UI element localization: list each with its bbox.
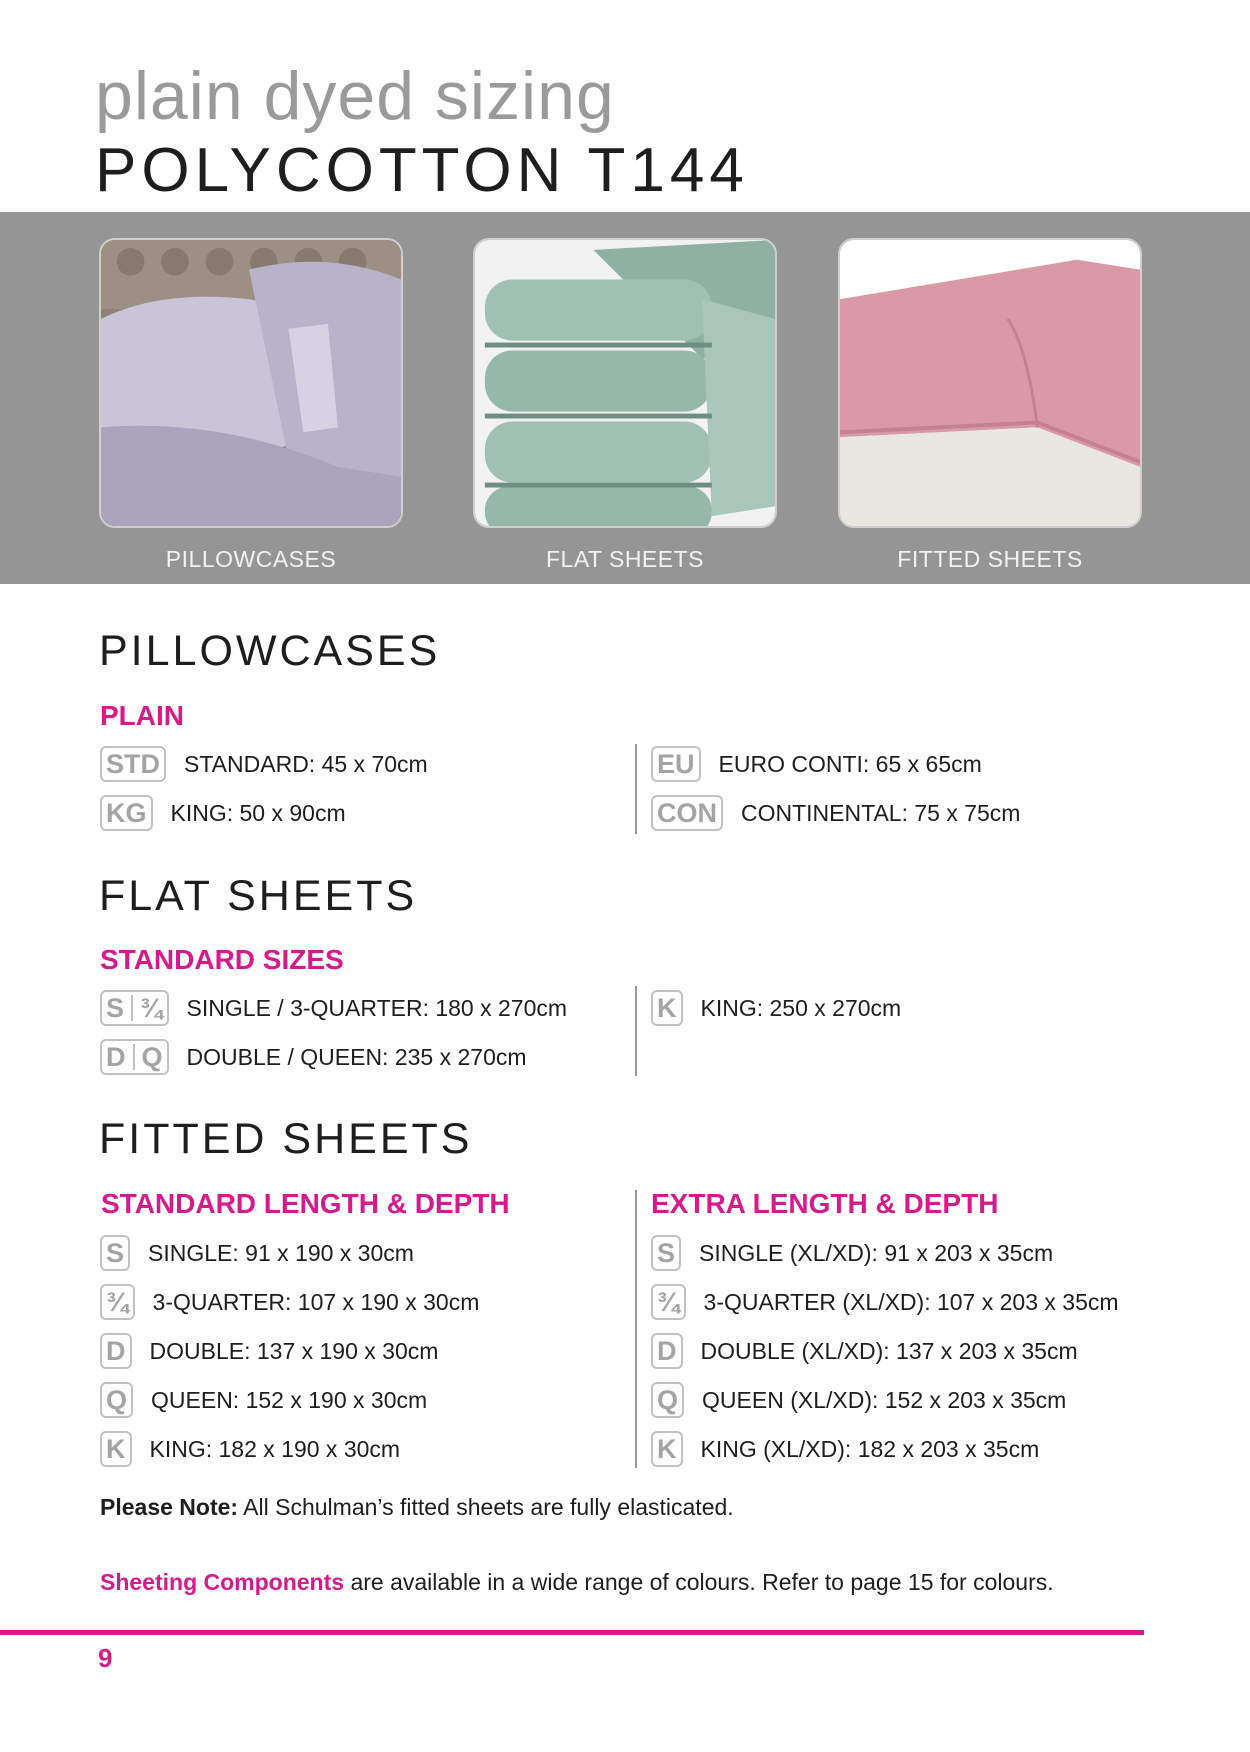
badge-text: S — [106, 1237, 125, 1268]
badge-text: S — [106, 992, 125, 1023]
size-badge — [100, 1284, 135, 1320]
size-label: DOUBLE: 137 x 190 x 30cm — [149, 1337, 439, 1364]
badge-separator — [131, 995, 133, 1021]
size-badge — [651, 795, 723, 831]
size-row — [100, 1331, 438, 1371]
size-label: STANDARD: 45 x 70cm — [184, 750, 428, 777]
size-row — [100, 1380, 427, 1420]
size-badge — [651, 1284, 686, 1320]
size-row — [100, 1233, 414, 1273]
size-label: 3-QUARTER: 107 x 190 x 30cm — [152, 1288, 480, 1315]
size-badge — [100, 795, 153, 831]
flat-sheets-subtitle: STANDARD SIZES — [100, 944, 344, 975]
badge-text: STD — [106, 748, 160, 779]
size-label: QUEEN (XL/XD): 152 x 203 x 35cm — [702, 1386, 1067, 1413]
size-label: KING: 250 x 270cm — [700, 994, 902, 1021]
standard-length-subtitle: STANDARD LENGTH & DEPTH — [101, 1188, 510, 1219]
size-row — [100, 1282, 479, 1322]
size-label: SINGLE / 3-QUARTER: 180 x 270cm — [186, 994, 568, 1021]
size-row — [100, 1037, 527, 1077]
size-row — [100, 1429, 400, 1469]
badge-separator — [133, 1044, 135, 1070]
size-badge — [100, 746, 166, 782]
size-row — [100, 744, 428, 784]
badge-text: KG — [106, 797, 147, 828]
size-row — [651, 793, 1020, 833]
pillowcases-caption: PILLOWCASES — [165, 546, 337, 572]
badge-text: K — [657, 1433, 677, 1464]
size-label: SINGLE (XL/XD): 91 x 203 x 35cm — [699, 1239, 1054, 1266]
flat-sheets-title: FLAT SHEETS — [99, 872, 418, 920]
fitted-sheets-title: FITTED SHEETS — [99, 1115, 473, 1163]
size-badge — [651, 1431, 683, 1467]
fitted-sheets-photo — [838, 238, 1142, 528]
fitted-note: Please Note: All Schulman’s fitted sheets are fully elasticated. — [100, 1494, 734, 1520]
product-photo-band — [0, 212, 1250, 584]
size-badge — [100, 1431, 132, 1467]
page-title: POLYCOTTON T144 — [95, 136, 749, 205]
size-badge — [651, 746, 701, 782]
page-number: 9 — [98, 1643, 113, 1673]
size-label: DOUBLE (XL/XD): 137 x 203 x 35cm — [700, 1337, 1078, 1364]
badge-text: ¾ — [140, 992, 163, 1023]
size-label: KING: 50 x 90cm — [170, 799, 346, 826]
size-label: SINGLE: 91 x 190 x 30cm — [148, 1239, 414, 1266]
size-badge — [100, 1382, 133, 1418]
size-row — [651, 1233, 1053, 1273]
size-badge — [651, 990, 683, 1026]
page-title-light: plain dyed sizing — [95, 58, 615, 134]
size-label: QUEEN: 152 x 190 x 30cm — [151, 1386, 428, 1413]
size-label: KING (XL/XD): 182 x 203 x 35cm — [700, 1435, 1040, 1462]
size-badge — [100, 990, 169, 1026]
column-divider — [635, 744, 637, 834]
badge-text: K — [657, 992, 677, 1023]
size-badge — [100, 1039, 169, 1075]
pillowcases-title: PILLOWCASES — [99, 627, 441, 675]
size-row — [100, 988, 567, 1028]
size-badge — [651, 1333, 683, 1369]
column-divider — [635, 1190, 637, 1468]
size-label: KING: 182 x 190 x 30cm — [149, 1435, 401, 1462]
components-note: Sheeting Components are available in a wide range of colours. Refer to page 15 for colours. — [100, 1569, 1054, 1595]
pillowcases-photo — [99, 238, 403, 528]
size-label: CONTINENTAL: 75 x 75cm — [741, 799, 1021, 826]
pillowcases-subtitle: PLAIN — [100, 700, 184, 731]
size-row — [651, 1331, 1078, 1371]
size-badge — [651, 1235, 681, 1271]
extra-length-subtitle: EXTRA LENGTH & DEPTH — [651, 1188, 999, 1219]
size-label: DOUBLE / QUEEN: 235 x 270cm — [186, 1043, 527, 1070]
badge-text: ¾ — [657, 1286, 680, 1317]
size-badge — [100, 1235, 130, 1271]
size-row — [651, 744, 982, 784]
badge-text: Q — [657, 1384, 679, 1415]
badge-text: D — [657, 1335, 677, 1366]
size-row — [651, 1380, 1066, 1420]
size-row — [651, 988, 901, 1028]
badge-text: ¾ — [106, 1286, 129, 1317]
badge-text: D — [106, 1041, 126, 1072]
fitted-sheets-caption: FITTED SHEETS — [897, 546, 1083, 572]
size-badge — [651, 1382, 684, 1418]
size-row — [651, 1429, 1039, 1469]
flat-sheets-photo — [473, 238, 777, 528]
size-label: EURO CONTI: 65 x 65cm — [718, 750, 982, 777]
badge-text: S — [657, 1237, 676, 1268]
size-row — [100, 793, 346, 833]
footer-rule — [0, 1630, 1144, 1635]
size-badge — [100, 1333, 132, 1369]
badge-text: EU — [657, 748, 695, 779]
badge-text: Q — [106, 1384, 128, 1415]
badge-text: CON — [657, 797, 717, 828]
size-row — [651, 1282, 1119, 1322]
badge-text: Q — [141, 1041, 163, 1072]
column-divider — [635, 986, 637, 1076]
badge-text: D — [106, 1335, 126, 1366]
flat-sheets-caption: FLAT SHEETS — [545, 546, 705, 572]
size-label: 3-QUARTER (XL/XD): 107 x 203 x 35cm — [703, 1288, 1119, 1315]
badge-text: K — [106, 1433, 126, 1464]
